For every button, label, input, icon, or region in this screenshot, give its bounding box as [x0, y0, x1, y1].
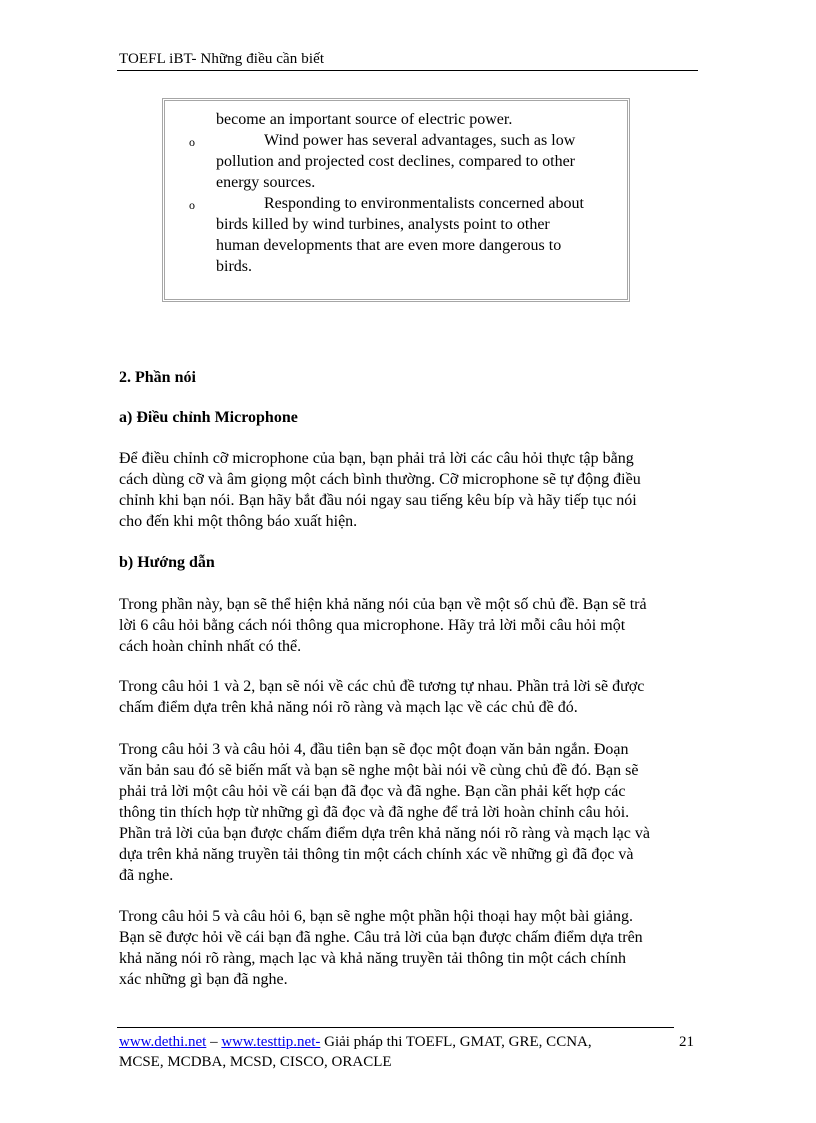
- page-number: 21: [679, 1034, 694, 1050]
- paragraph-line: Để điều chỉnh cỡ microphone của bạn, bạn phải trả lời các câu hỏi thực tập bằng: [119, 450, 634, 467]
- paragraph-line: khả năng nói rõ ràng, mạch lạc và khả năng truyền tải thông tin một cách chính: [119, 950, 626, 967]
- summary-line: human developments that are even more dangerous to: [216, 237, 562, 254]
- footer-text: [119, 1034, 592, 1051]
- footer-link-testtip[interactable]: www.testtip.net-: [221, 1034, 321, 1050]
- footer-certifications: MCSE, MCDBA, MCSD, CISCO, ORACLE: [119, 1054, 392, 1070]
- paragraph-line: phải trả lời một câu hỏi về cái bạn đã đọc và đã nghe. Bạn cần phải kết hợp các: [119, 783, 626, 800]
- summary-line: become an important source of electric power.: [216, 111, 513, 128]
- paragraph-line: văn bản sau đó sẽ biến mất và bạn sẽ nghe một bài nói về cùng chủ đề đó. Bạn sẽ: [119, 762, 639, 779]
- paragraph-line: Bạn sẽ được hỏi về cái bạn đã nghe. Câu trả lời của bạn được chấm điểm dựa trên: [119, 929, 643, 946]
- bullet-circle-icon: o: [189, 135, 195, 149]
- paragraph-line: cách dùng cỡ và âm giọng một cách bình thường. Cỡ microphone sẽ tự động điều: [119, 471, 641, 488]
- paragraph-line: chấm điểm dựa trên khả năng nói rõ ràng và mạch lạc về các chủ đề đó.: [119, 699, 578, 716]
- footer-separator: –: [206, 1034, 222, 1050]
- summary-line: pollution and projected cost declines, compared to other: [216, 153, 575, 170]
- paragraph-line: Trong câu hỏi 5 và câu hỏi 6, bạn sẽ nghe một phần hội thoại hay một bài giảng.: [119, 908, 633, 925]
- paragraph-line: xác những gì bạn đã nghe.: [119, 971, 288, 988]
- paragraph-line: cho đến khi một thông báo xuất hiện.: [119, 513, 358, 530]
- paragraph-line: Trong câu hỏi 1 và 2, bạn sẽ nói về các chủ đề tương tự nhau. Phần trả lời sẽ được: [119, 678, 645, 695]
- paragraph-line: lời 6 câu hỏi bằng cách nói thông qua microphone. Hãy trả lời mỗi câu hỏi một: [119, 617, 626, 634]
- paragraph-line: đã nghe.: [119, 867, 174, 884]
- summary-line: birds.: [216, 258, 252, 275]
- paragraph-line: Trong phần này, bạn sẽ thể hiện khả năng nói của bạn về một số chủ đề. Bạn sẽ trả: [119, 596, 647, 613]
- summary-line: Wind power has several advantages, such as low: [264, 132, 576, 149]
- subsection-b-title: b) Hướng dẫn: [119, 554, 215, 571]
- summary-line: energy sources.: [216, 174, 316, 191]
- header-divider: [117, 70, 698, 71]
- subsection-a-title: a) Điều chỉnh Microphone: [119, 409, 298, 426]
- summary-line: birds killed by wind turbines, analysts point to other: [216, 216, 550, 233]
- summary-line: Responding to environmentalists concerned about: [264, 195, 584, 212]
- footer-description: Giải pháp thi TOEFL, GMAT, GRE, CCNA,: [320, 1034, 592, 1050]
- bullet-circle-icon: o: [189, 198, 195, 212]
- paragraph-line: thông tin thích hợp từ những gì đã đọc và đã nghe để trả lời hoàn chỉnh câu hỏi.: [119, 804, 630, 821]
- page-header-title: TOEFL iBT- Những điều cần biết: [119, 51, 325, 67]
- paragraph-line: cách hoàn chỉnh nhất có thể.: [119, 638, 302, 655]
- paragraph-line: chỉnh khi bạn nói. Bạn hãy bắt đầu nói ngay sau tiếng kêu bíp và hãy tiếp tục nói: [119, 492, 637, 509]
- footer-link-dethi[interactable]: www.dethi.net: [119, 1034, 207, 1050]
- paragraph-line: Phần trả lời của bạn được chấm điểm dựa trên khả năng nói rõ ràng và mạch lạc và: [119, 825, 650, 842]
- paragraph-line: dựa trên khả năng truyền tải thông tin một cách chính xác về những gì đã đọc và: [119, 846, 634, 863]
- footer-divider: [117, 1027, 674, 1028]
- paragraph-line: Trong câu hỏi 3 và câu hỏi 4, đầu tiên bạn sẽ đọc một đoạn văn bản ngắn. Đoạn: [119, 741, 629, 758]
- section-title: 2. Phần nói: [119, 369, 196, 386]
